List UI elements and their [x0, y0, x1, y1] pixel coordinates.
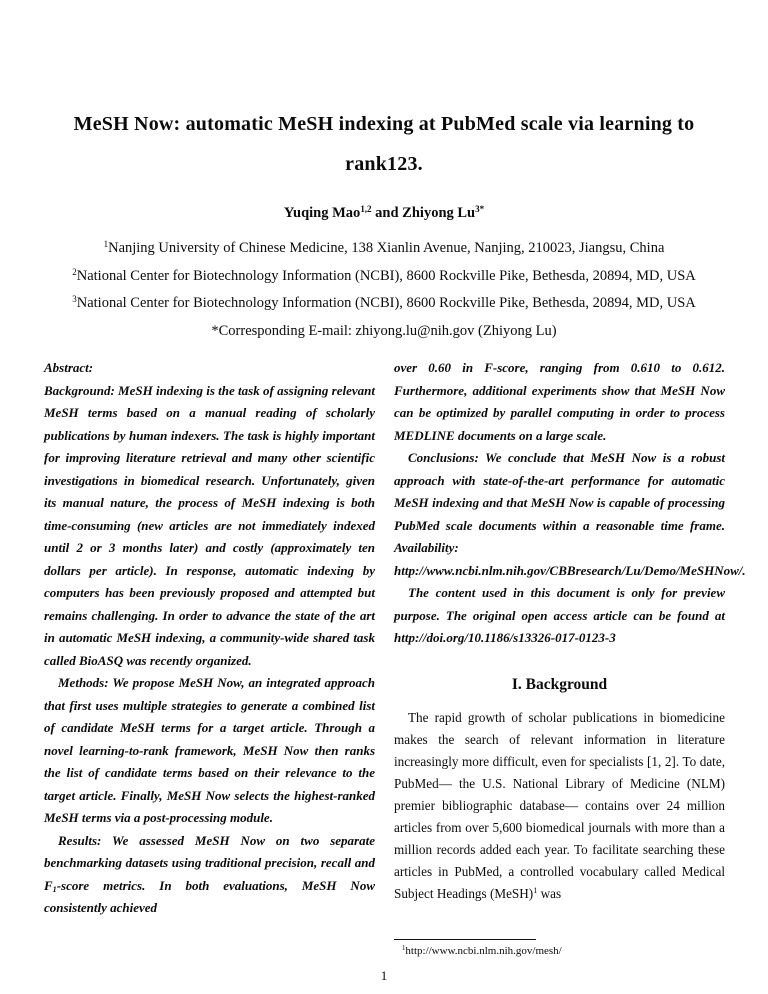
- abstract-conclusions-paragraph: Conclusions: We conclude that MeSH Now is a robust approach with state-of-the-art performance for automatic MeSH indexing and that MeSH Now is capable of processing PubMed scale documents within a reasonable time frame. Availability: http://www.ncbi.nlm.nih.gov/CBBresearch/Lu/Demo/MeSHNow/.: [394, 450, 746, 578]
- abstract-results-paragraph-left: Results: We assessed MeSH Now on two separate benchmarking datasets using traditional precision, recall and $F_1$-score metrics. In both evaluations, MeSH Now consistently achieved: [44, 832, 375, 915]
- abstract-heading: Abstract:: [44, 360, 94, 375]
- right-column: [394, 357, 746, 959]
- affiliation-3: $^3$National Center for Biotechnology Information (NCBI), 8600 Rockville Pike, Bethesda, 20894, MD, USA: [72, 294, 696, 311]
- footnote-rule: [394, 939, 536, 940]
- affiliation-1: $^1$Nanjing University of Chinese Medicine, 138 Xianlin Avenue, Nanjing, 210023, Jiangsu, China: [103, 239, 665, 256]
- paper-header: [40, 104, 728, 345]
- affiliations-block: [40, 235, 728, 345]
- paper-title-line-1: MeSH Now: automatic MeSH indexing at PubMed scale via learning to: [73, 113, 695, 135]
- footnote-mesh-url: $^1$http://www.ncbi.nlm.nih.gov/mesh/: [402, 945, 562, 957]
- affiliation-2: $^2$National Center for Biotechnology Information (NCBI), 8600 Rockville Pike, Bethesda, 20894, MD, USA: [72, 266, 696, 284]
- abstract-results-paragraph-right: over 0.60 in F-score, ranging from 0.610 to 0.612. Furthermore, additional experiments show that MeSH Now can be optimized by parallel computing in order to process MEDLINE documents on a large scale.: [394, 360, 725, 443]
- footnote-block: [394, 939, 725, 959]
- background-body-text: The rapid growth of scholar publications in biomedicine makes the search of relevant information in literature increasingly more difficult, even for specialists [1, 2]. To date, PubMed— the U.S. National Library of Medicine (NLM) premier bibliographic database— contains over 24 million articles from over 5,600 biomedical journals with more than a million records added each year. To facilitate searching these articles in PubMed, a controlled vocabulary called Medical Subject Headings (MeSH)$^1$ was: [394, 709, 725, 901]
- paper-title: [40, 104, 728, 184]
- paper-title-line-2: rank123.: [345, 153, 423, 175]
- abstract-background-paragraph: Background: MeSH indexing is the task of assigning relevant MeSH terms based on a manual reading of scholarly publications by human indexers. The task is highly important for improving literature retrieval and many other scientific investigations in biomedical research. Unfortunately, given its manual nature, the process of MeSH indexing is both time-consuming (new articles are not immediately indexed until 2 or 3 months later) and costly (approximately ten dollars per article). In response, automatic indexing by computers has been previously proposed and attempted but remains challenging. In order to advance the state of the art in automatic MeSH indexing, a community-wide shared task called BioASQ was recently organized.: [44, 382, 375, 668]
- page-number: 1: [380, 968, 388, 983]
- abstract-methods-paragraph: Methods: We propose MeSH Now, an integrated approach that first uses multiple strategies to generate a combined list of candidate MeSH terms for a target article. Through a novel learning-to-rank framework, MeSH Now then ranks the list of candidate terms based on their relevance to the target article. Finally, MeSH Now selects the highest-ranked MeSH terms via a post-processing module.: [44, 675, 375, 825]
- left-column: [44, 357, 375, 959]
- corresponding-email-line: *Corresponding E-mail: zhiyong.lu@nih.gov (Zhiyong Lu): [211, 322, 557, 339]
- section-heading-background: I. Background: [511, 675, 608, 693]
- two-column-body: [44, 357, 746, 959]
- authors-line: Yuqing Mao$^{1,2}$ and Zhiyong $Lu^{3*}$: [283, 204, 485, 221]
- preview-note-paragraph: The content used in this document is only for preview purpose. The original open access article can be found at http://doi.org/10.1186/s13326-017-0123-3: [394, 585, 725, 645]
